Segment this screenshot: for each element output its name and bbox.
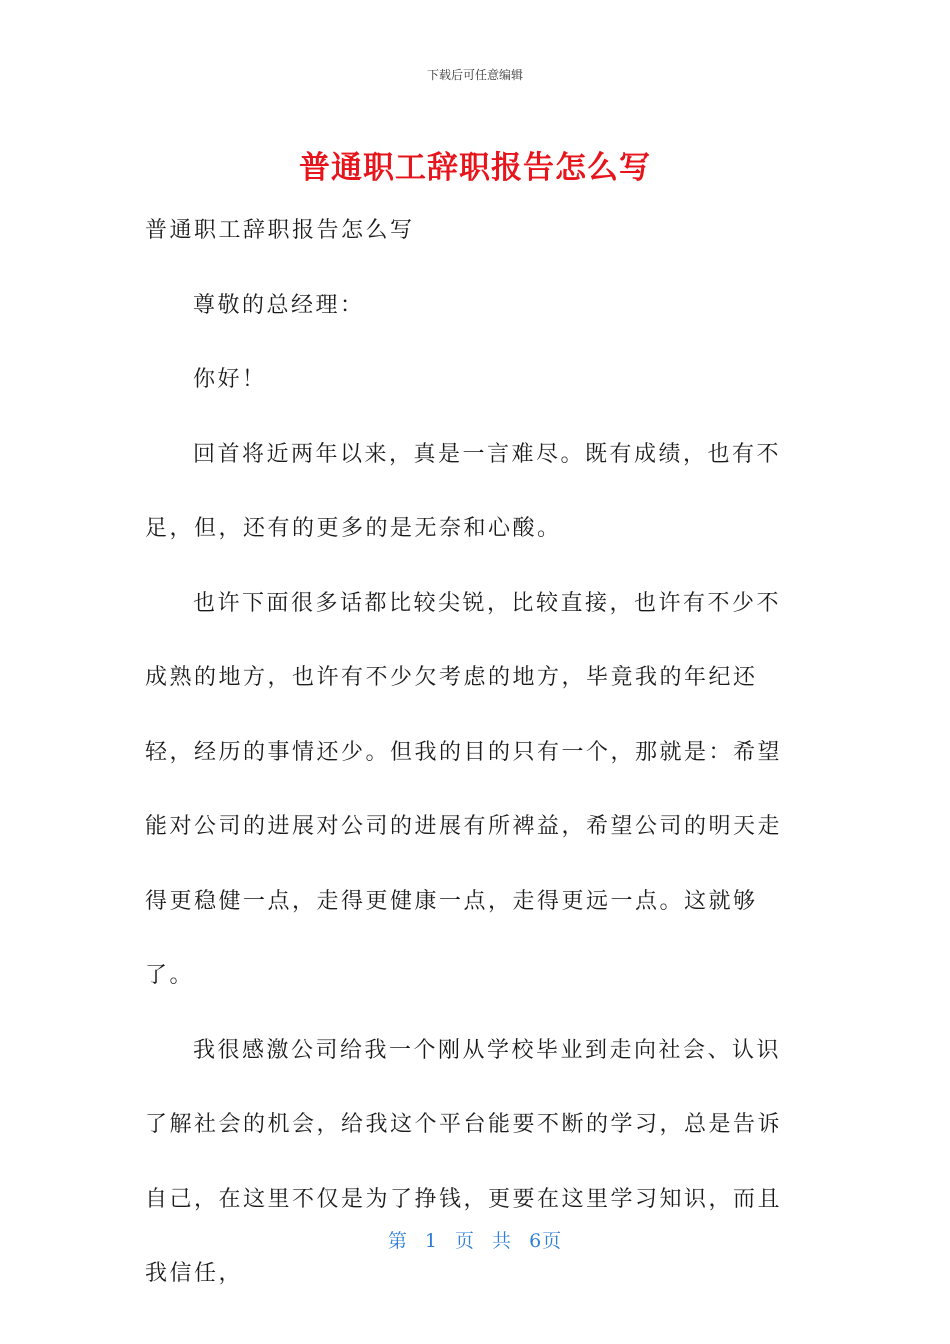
greeting: 你好！ <box>193 367 267 392</box>
document-title: 普通职工辞职报告怎么写 <box>299 150 651 186</box>
body-paragraph: 也许下面很多话都比较尖锐，比较直接，也许有不少不成熟的地方，也许有不少欠考虑的地方，毕竟我的年纪还轻，经历的事情还少。但我的目的只有一个，那就是：希望能对公司的进展对公司的进展有所裨益，希望公司的明天走得更稳健一点，走得更健康一点，走得更远一点。这就够了。 <box>145 590 783 988</box>
document-body <box>145 194 805 1312</box>
body-subtitle: 普通职工辞职报告怎么写 <box>145 218 415 243</box>
body-paragraph: 我很感激公司给我一个刚从学校毕业到走向社会、认识了解社会的机会，给我这个平台能要不断的学习，总是告诉自己，在这里不仅是为了挣钱，更要在这里学习知识，而且我信任， <box>145 1037 783 1286</box>
page-number-footer: 第 1 页 共 6页 <box>387 1230 563 1252</box>
header-note: 下载后可任意编辑 <box>426 68 523 82</box>
body-paragraph: 回首将近两年以来，真是一言难尽。既有成绩，也有不足，但，还有的更多的是无奈和心酸。 <box>145 441 782 541</box>
salutation: 尊敬的总经理： <box>193 292 365 318</box>
